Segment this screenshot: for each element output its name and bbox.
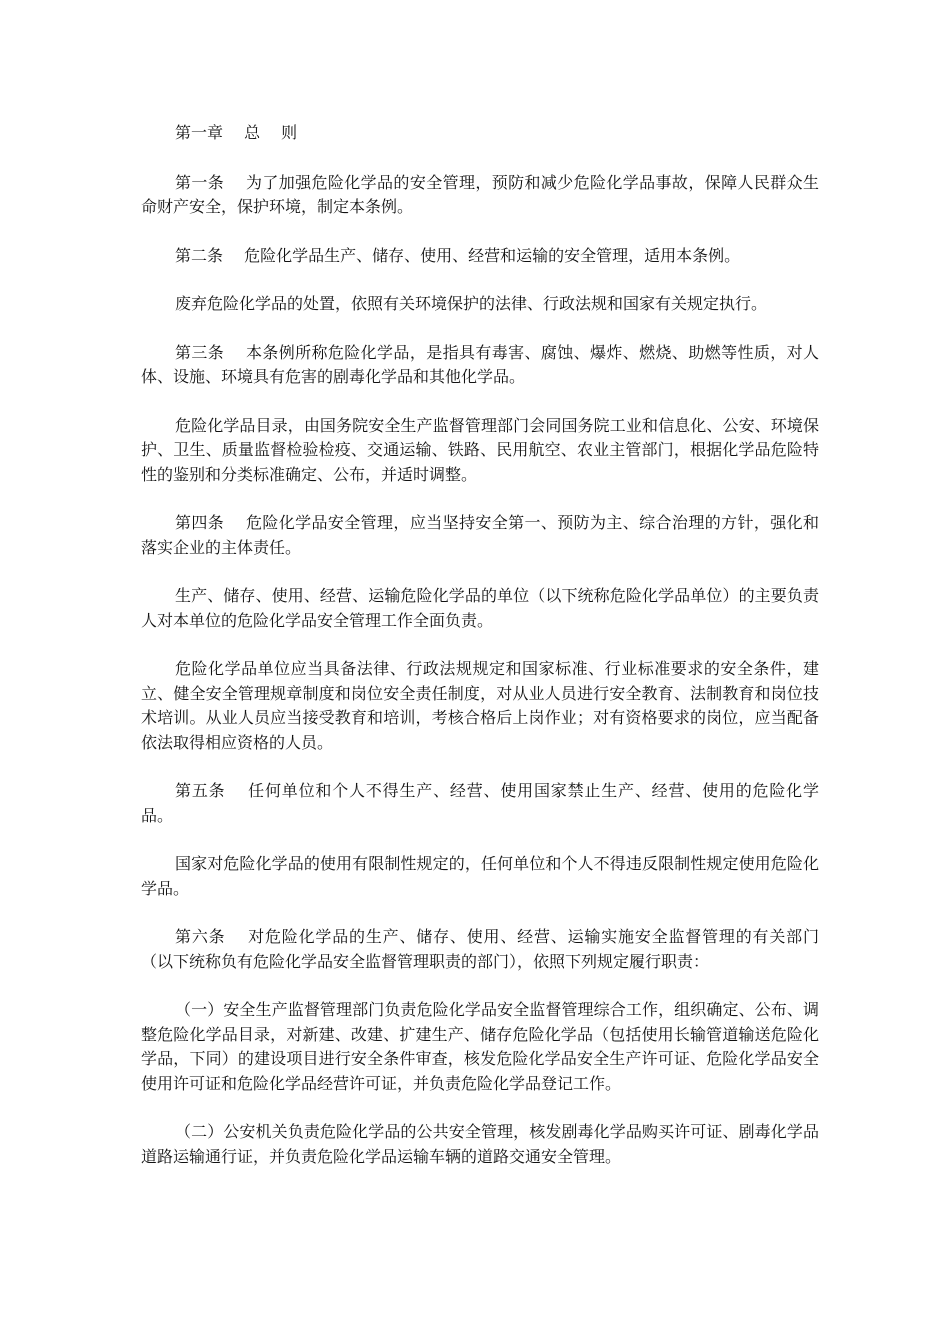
article-4-paragraph-2: 生产、储存、使用、经营、运输危险化学品的单位（以下统称危险化学品单位）的主要负责人对本单位的危险化学品安全管理工作全面负责。 (141, 586, 819, 630)
article-6-item-1: （一）安全生产监督管理部门负责危险化学品安全监督管理综合工作，组织确定、公布、调整危险化学品目录，对新建、改建、扩建生产、储存危险化学品（包括使用长输管道输送危险化学品，下同）的建设项目进行安全条件审查，核发危险化学品安全生产许可证、危险化学品安全使用许可证和危险化学品经营许可证，并负责危险化学品登记工作。 (141, 1000, 819, 1093)
chapter-heading: 第一章 总 则 (175, 123, 298, 142)
article-2: 第二条 危险化学品生产、储存、使用、经营和运输的安全管理，适用本条例。 (175, 245, 741, 265)
article-3-paragraph-2: 危险化学品目录，由国务院安全生产监督管理部门会同国务院工业和信息化、公安、环境保护、卫生、质量监督检验检疫、交通运输、铁路、民用航空、农业主管部门，根据化学品危险特性的鉴别和分类标准确定、公布，并适时调整。 (141, 415, 819, 484)
article-3: 第三条 本条例所称危险化学品，是指具有毒害、腐蚀、爆炸、燃烧、助燃等性质，对人体、设施、环境具有危害的剧毒化学品和其他化学品。 (141, 342, 819, 386)
article-1: 第一条 为了加强危险化学品的安全管理，预防和减少危险化学品事故，保障人民群众生命财产安全，保护环境，制定本条例。 (141, 172, 819, 216)
article-6-item-2: （二）公安机关负责危险化学品的公共安全管理，核发剧毒化学品购买许可证、剧毒化学品道路运输通行证，并负责危险化学品运输车辆的道路交通安全管理。 (141, 1122, 819, 1166)
article-5-paragraph-2: 国家对危险化学品的使用有限制性规定的，任何单位和个人不得违反限制性规定使用危险化学品。 (141, 854, 819, 898)
article-2-paragraph-2: 废弃危险化学品的处置，依照有关环境保护的法律、行政法规和国家有关规定执行。 (175, 294, 768, 313)
article-6: 第六条 对危险化学品的生产、储存、使用、经营、运输实施安全监督管理的有关部门（以下统称负有危险化学品安全监督管理职责的部门），依照下列规定履行职责： (141, 927, 819, 971)
article-4: 第四条 危险化学品安全管理，应当坚持安全第一、预防为主、综合治理的方针，强化和落实企业的主体责任。 (141, 513, 819, 557)
document-page (141, 121, 819, 1193)
article-5: 第五条 任何单位和个人不得生产、经营、使用国家禁止生产、经营、使用的危险化学品。 (141, 781, 819, 825)
article-4-paragraph-3: 危险化学品单位应当具备法律、行政法规规定和国家标准、行业标准要求的安全条件，建立、健全安全管理规章制度和岗位安全责任制度，对从业人员进行安全教育、法制教育和岗位技术培训。从业人员应当接受教育和培训，考核合格后上岗作业；对有资格要求的岗位，应当配备依法取得相应资格的人员。 (141, 659, 819, 752)
